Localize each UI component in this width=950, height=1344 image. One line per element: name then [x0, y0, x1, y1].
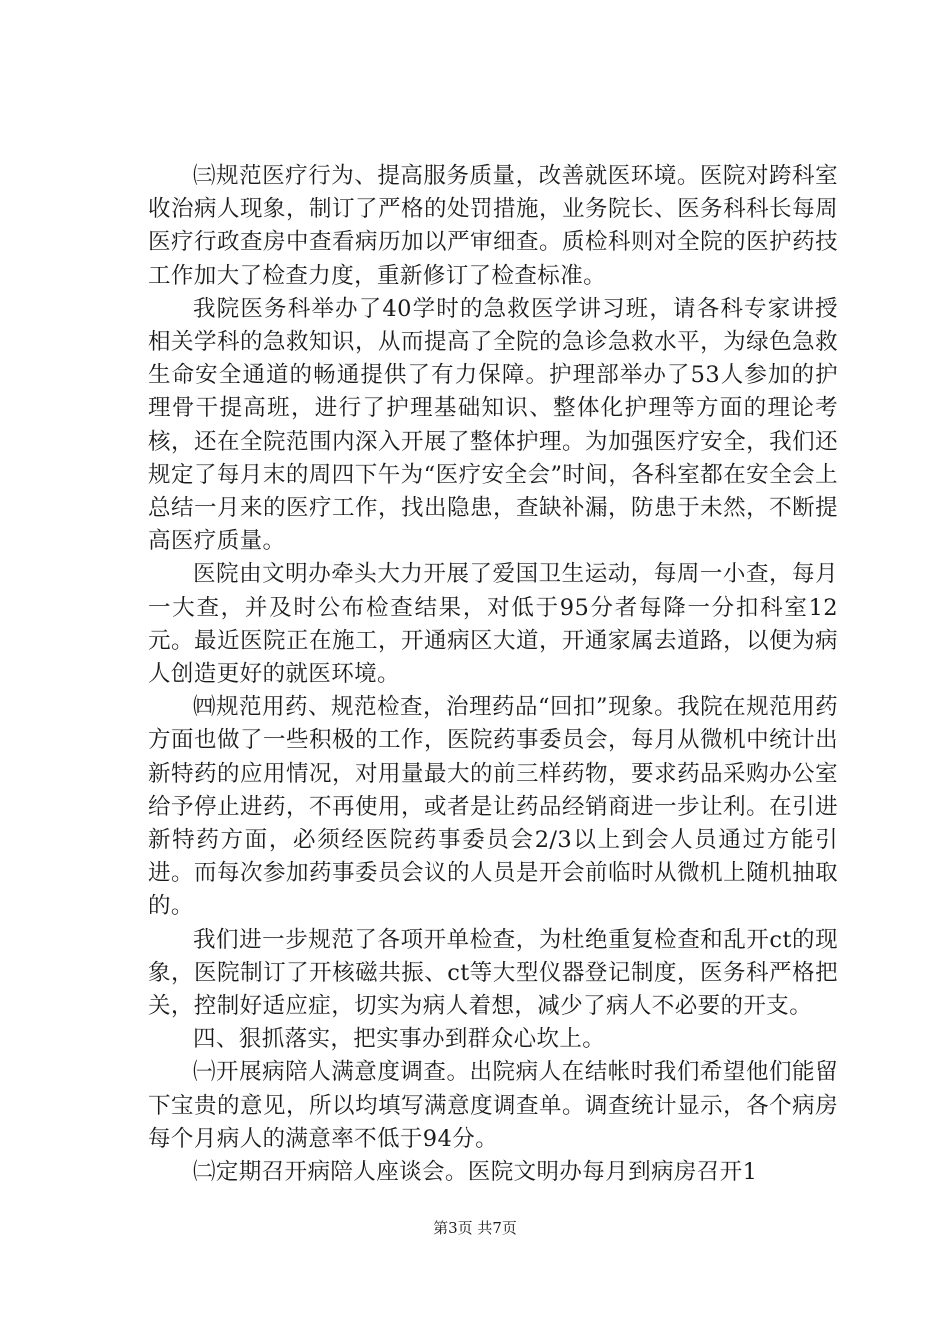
- paragraph-exam-regulation: 我们进一步规范了各项开单检查，为杜绝重复检查和乱开ct的现象，医院制订了开核磁共振、ct等大型仪器登记制度，医务科严格把关，控制好适应症，切实为病人着想，减少了病人不必要的开支。: [148, 926, 838, 1020]
- paragraph-emergency-training: 我院医务科举办了40学时的急救医学讲习班，请各科专家讲授相关学科的急救知识，从而提高了全院的急诊急救水平，为绿色急救生命安全通道的畅通提供了有力保障。护理部举办了53人参加的护理骨干提高班，进行了护理基础知识、整体化护理等方面的理论考核，还在全院范围内深入开展了整体护理。为加强医疗安全，我们还规定了每月末的周四下午为“医疗安全会”时间，各科室都在安全会上总结一月来的医疗工作，找出隐患，查缺补漏，防患于未然，不断提高医疗质量。: [148, 295, 838, 555]
- paragraph-forum-meeting: ㈡定期召开病陪人座谈会。医院文明办每月到病房召开1: [193, 1159, 758, 1186]
- paragraph-section-3: ㈢规范医疗行为、提高服务质量，改善就医环境。医院对跨科室收治病人现象，制订了严格的处罚措施，业务院长、医务科科长每周医疗行政查房中查看病历加以严审细查。质检科则对全院的医护药技工作加大了检查力度，重新修订了检查标准。: [148, 163, 838, 289]
- paragraph-hygiene-campaign: 医院由文明办牵头大力开展了爱国卫生运动，每周一小查，每月一大查，并及时公布检查结果，对低于95分者每降一分扣科室12元。最近医院正在施工，开通病区大道，开通家属去道路，以便为病人创造更好的就医环境。: [148, 561, 838, 688]
- heading-section-four: 四、狠抓落实，把实事办到群众心坎上。: [193, 1026, 606, 1053]
- paragraph-section-4: ㈣规范用药、规范检查，治理药品“回扣”现象。我院在规范用药方面也做了一些积极的工作，医院药事委员会，每月从微机中统计出新特药的应用情况，对用量最大的前三样药物，要求药品采购办公室给予停止进药，不再使用，或者是让药品经销商进一步让利。在引进新特药方面，必须经医院药事委员会2/3以上到会人员通过方能引进。而每次参加药事委员会议的人员是开会前临时从微机上随机抽取的。: [148, 694, 838, 920]
- page-number-footer: 第3页 共7页: [433, 1219, 517, 1237]
- paragraph-satisfaction-survey: ㈠开展病陪人满意度调查。出院病人在结帐时我们希望他们能留下宝贵的意见，所以均填写满意度调查单。调查统计显示，各个病房每个月病人的满意率不低于94分。: [148, 1059, 838, 1152]
- document-body: [148, 160, 838, 1189]
